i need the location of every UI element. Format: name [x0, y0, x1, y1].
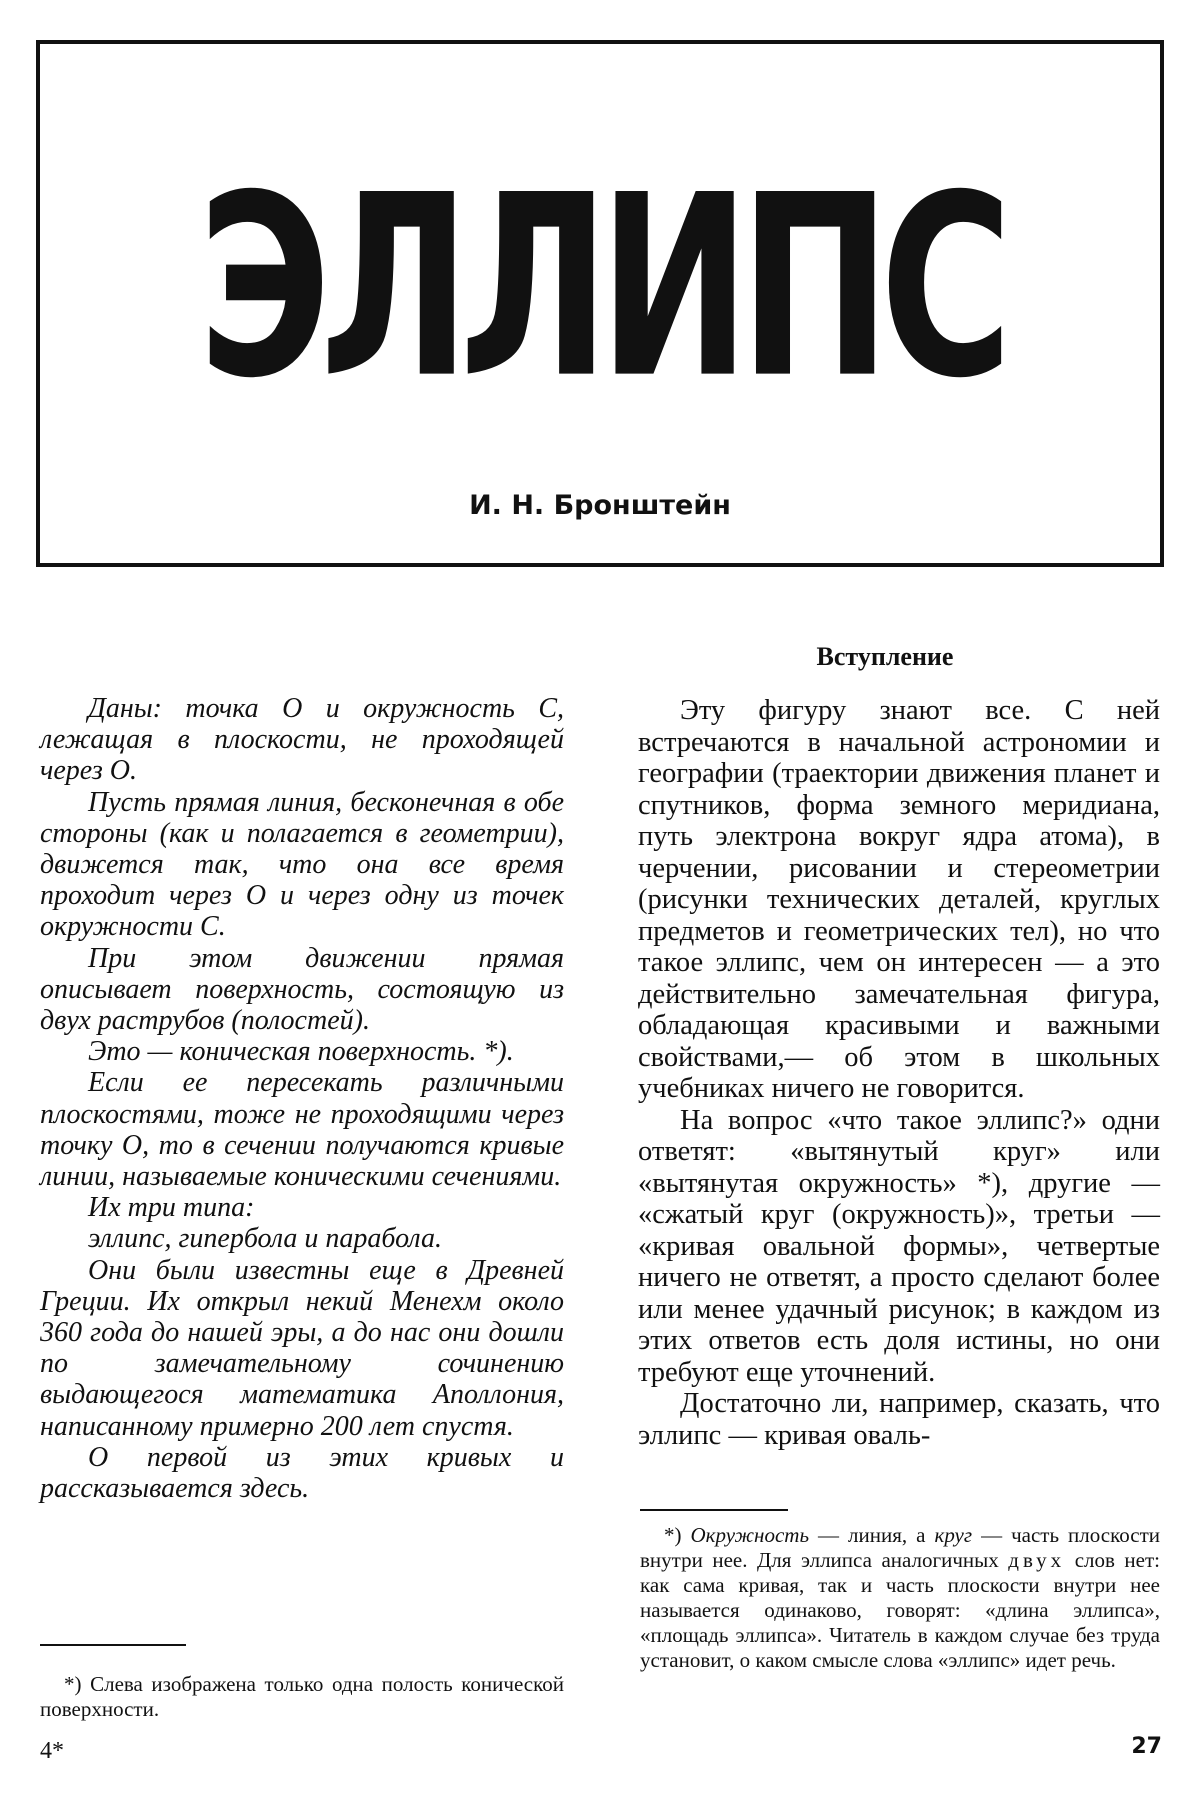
left-paragraph: Это — коническая поверхность. *). [88, 1036, 514, 1068]
footnote-spaced-word: двух [1008, 1548, 1066, 1572]
right-paragraph: Достаточно ли, например, сказать, что эллипс — кривая оваль- [638, 1388, 1160, 1451]
left-column [40, 693, 564, 1504]
right-paragraph: На вопрос «что такое эллипс?» одни ответят: «вытянутый круг» или «вытянутая окружность» *), другие — «сжатый круг (окружность)», третьи — «кривая овальной формы», четвертые ничего не ответят, а просто сделают более или менее удачный рисунок; в каждом из этих ответов есть доля истины, но они требуют еще уточнений. [638, 1104, 1160, 1388]
author-name: И. Н. Бронштейн [469, 490, 731, 521]
left-paragraph: Их три типа: [88, 1192, 255, 1224]
footnote-left: *) Слева изображена только одна полость конической поверхности. [40, 1672, 564, 1721]
footnote-text: — часть плоскости внутри нее. Для эллипса аналогичных [640, 1523, 1161, 1572]
left-paragraph: При этом движении прямая описывает поверхность, состоящую из двух раструбов (полостей). [40, 942, 564, 1037]
footnote-divider-left [40, 1644, 186, 1646]
title-frame [36, 40, 1164, 567]
footnote-divider-right [640, 1509, 788, 1511]
article-title: ЭЛЛИПС [198, 141, 1002, 434]
left-paragraph: О первой из этих кривых и рассказывается здесь. [40, 1441, 564, 1505]
left-paragraph: Даны: точка O и окружность C, лежащая в плоскости, не проходящей через O. [40, 693, 564, 787]
signature-mark: 4* [40, 1738, 64, 1764]
left-paragraph: эллипс, гипербола и парабола. [88, 1223, 442, 1255]
left-paragraph: Если ее пересекать различными плоскостями, тоже не проходящими через точку O, то в сечении получаются кривые линии, называемые коническими сечениями. [40, 1067, 564, 1193]
footnote-text: слов нет: как сама кривая, так и часть плоскости внутри нее называется одинаково, говорят: «длина эллипса», «площадь эллипса». Читатель в каждом случае без труда установит, о каком смысле слова «эллипс» идет речь. [640, 1548, 1160, 1672]
section-title: Вступление [816, 642, 954, 671]
footnote-term-disk: круг [934, 1523, 973, 1547]
footnote-marker: *) [664, 1523, 691, 1547]
right-column [638, 695, 1160, 1451]
footnote-term-circle-line: Окружность [690, 1523, 810, 1547]
footnote-right [640, 1523, 1160, 1673]
left-paragraph: Пусть прямая линия, бесконечная в обе стороны (как и полагается в геометрии), движется так, что она все время проходит через O и через одну из точек окружности C. [40, 786, 564, 943]
page-number: 27 [1131, 1734, 1162, 1759]
right-paragraph: Эту фигуру знают все. С ней встречаются в начальной астрономии и географии (траектории движения планет и спутников, форма земного меридиана, путь электрона вокруг ядра атома), в черчении, рисовании и стереометрии (рисунки технических деталей, круглых предметов и геометрических тел), но что такое эллипс, чем он интересен — а это действительно замечательная фигура, обладающая красивыми и важными свойствами,— об этом в школьных учебниках ничего не говорится. [638, 695, 1160, 1104]
footnote-text: — линия, а [809, 1523, 935, 1547]
left-paragraph: Они были известны еще в Древней Греции. Их открыл некий Менехм около 360 года до нашей эры, а до нас они дошли по замечательному сочинению выдающегося математика Аполлония, написанному примерно 200 лет спустя. [40, 1254, 564, 1442]
